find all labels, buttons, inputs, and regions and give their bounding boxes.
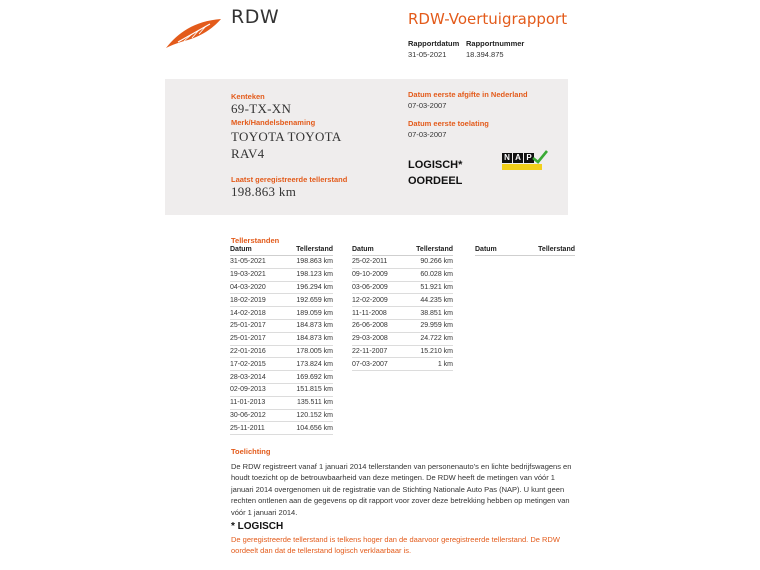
datum-cell: 18-02-2019 xyxy=(230,294,281,307)
panel-corner xyxy=(165,202,205,215)
tellerstand-cell: 38.851 km xyxy=(402,307,453,320)
datum-cell: 04-03-2020 xyxy=(230,281,281,294)
datum-cell: 14-02-2018 xyxy=(230,307,281,320)
rapportnummer-value: 18.394.875 xyxy=(466,50,504,59)
tellerstanden-table-3 xyxy=(475,245,575,256)
table-row xyxy=(230,409,333,422)
col-tellerstand-header: Tellerstand xyxy=(512,245,575,256)
nap-logo xyxy=(502,153,546,171)
datum-cell: 11-11-2008 xyxy=(352,307,402,320)
table-row xyxy=(230,383,333,396)
nap-bar xyxy=(502,164,542,170)
tellerstand-cell: 169.692 km xyxy=(281,371,333,384)
kenteken-label: Kenteken xyxy=(231,92,265,101)
datum-cell: 28-03-2014 xyxy=(230,371,281,384)
tellerstand-cell: 196.294 km xyxy=(281,281,333,294)
datum-cell: 11-01-2013 xyxy=(230,396,281,409)
tellerstand-cell: 1 km xyxy=(402,358,453,371)
table-row xyxy=(230,256,333,269)
table-row xyxy=(352,345,453,358)
table-row xyxy=(230,281,333,294)
tellerstand-cell: 173.824 km xyxy=(281,358,333,371)
afgifte-value: 07-03-2007 xyxy=(408,101,447,110)
datum-cell: 22-11-2007 xyxy=(352,345,402,358)
tellerstand-cell: 135.511 km xyxy=(281,396,333,409)
tellerstanden-title: Tellerstanden xyxy=(231,236,280,245)
tellerstand-cell: 24.722 km xyxy=(402,332,453,345)
tellerstand-cell: 178.005 km xyxy=(281,345,333,358)
datum-cell: 25-02-2011 xyxy=(352,256,402,269)
toelichting-title: Toelichting xyxy=(231,447,271,456)
table-row xyxy=(352,332,453,345)
table-row xyxy=(352,281,453,294)
logisch-note-text: De geregistreerde tellerstand is telkens hoger dan de daarvoor geregistreerde tellerstand. De RDW oordeelt dan dat de tellerstand logisch verklaarbaar is. xyxy=(231,535,560,556)
table-row xyxy=(352,256,453,269)
table-row xyxy=(230,371,333,384)
table-row xyxy=(230,307,333,320)
tellerstand-cell: 198.863 km xyxy=(281,256,333,269)
tellerstand-cell: 151.815 km xyxy=(281,383,333,396)
tellerstand-cell: 60.028 km xyxy=(402,268,453,281)
datum-cell: 19-03-2021 xyxy=(230,268,281,281)
tellerstanden-table-1 xyxy=(230,245,333,435)
table-row xyxy=(230,319,333,332)
datum-cell: 09-10-2009 xyxy=(352,268,402,281)
toelichting-text: De RDW registreert vanaf 1 januari 2014 tellerstanden van personenauto's en lichte bedrijfswagens en houdt toezicht op de betrouwbaarheid van deze metingen. De RDW heeft de metingen van vóór 1 januari 2014 overgenomen uit de registratie van de Stichting Nationale Auto Pas (NAP). U kunt geen rechten ontlenen aan de gegevens op dit rapport voor zover deze betrekking hebben op metingen van vóór 1 januari 2014. xyxy=(231,462,572,517)
rdw-logo-icon xyxy=(164,15,224,51)
nap-letter-p: P xyxy=(524,153,534,163)
table-row xyxy=(230,396,333,409)
oordeel-text xyxy=(408,157,488,189)
table-row xyxy=(230,332,333,345)
merk-value-line1: TOYOTA TOYOTA xyxy=(231,129,342,144)
rapportdatum-label: Rapportdatum xyxy=(408,39,460,48)
oordeel-line2: OORDEEL xyxy=(408,175,463,187)
table-row xyxy=(352,358,453,371)
table-row xyxy=(352,319,453,332)
oordeel-line1: LOGISCH* xyxy=(408,159,463,171)
tellerstand-cell: 51.921 km xyxy=(402,281,453,294)
datum-cell: 03-06-2009 xyxy=(352,281,402,294)
datum-cell: 12-02-2009 xyxy=(352,294,402,307)
tellerstand-cell: 104.656 km xyxy=(281,422,333,435)
datum-cell: 29-03-2008 xyxy=(352,332,402,345)
tellerstand-value: 198.863 km xyxy=(231,184,297,199)
datum-cell: 02-09-2013 xyxy=(230,383,281,396)
datum-cell: 31-05-2021 xyxy=(230,256,281,269)
tellerstand-cell: 29.959 km xyxy=(402,319,453,332)
datum-cell: 22-01-2016 xyxy=(230,345,281,358)
table-row xyxy=(352,268,453,281)
afgifte-label: Datum eerste afgifte in Nederland xyxy=(408,90,528,99)
col-datum-header: Datum xyxy=(352,245,402,256)
tellerstand-cell: 189.059 km xyxy=(281,307,333,320)
tellerstand-cell: 120.152 km xyxy=(281,409,333,422)
nap-letter-n: N xyxy=(502,153,512,163)
datum-cell: 25-01-2017 xyxy=(230,319,281,332)
table-row xyxy=(352,294,453,307)
brand-name: RDW xyxy=(231,6,280,28)
col-tellerstand-header: Tellerstand xyxy=(281,245,333,256)
tellerstand-cell: 15.210 km xyxy=(402,345,453,358)
datum-cell: 25-01-2017 xyxy=(230,332,281,345)
tellerstanden-table-2 xyxy=(352,245,453,371)
nap-letter-a: A xyxy=(513,153,523,163)
tellerstand-cell: 198.123 km xyxy=(281,268,333,281)
tellerstand-cell: 184.873 km xyxy=(281,332,333,345)
rapportdatum-value: 31-05-2021 xyxy=(408,50,447,59)
vehicle-panel xyxy=(165,79,568,215)
kenteken-value: 69-TX-XN xyxy=(231,101,292,116)
datum-cell: 26-06-2008 xyxy=(352,319,402,332)
merk-label: Merk/Handelsbenaming xyxy=(231,118,316,127)
logisch-note-title: * LOGISCH xyxy=(231,521,284,532)
tellerstand-cell: 90.266 km xyxy=(402,256,453,269)
table-row xyxy=(230,422,333,435)
table-row xyxy=(230,294,333,307)
col-datum-header: Datum xyxy=(475,245,512,256)
merk-value-line2: RAV4 xyxy=(231,146,265,161)
checkmark-icon xyxy=(532,150,548,164)
tellerstand-cell: 44.235 km xyxy=(402,294,453,307)
table-row xyxy=(230,358,333,371)
tellerstand-label: Laatst geregistreerde tellerstand xyxy=(231,175,348,184)
table-row xyxy=(352,307,453,320)
tellerstand-cell: 184.873 km xyxy=(281,319,333,332)
report-title: RDW-Voertuigrapport xyxy=(408,10,568,28)
table-row xyxy=(230,268,333,281)
table-row xyxy=(230,345,333,358)
col-tellerstand-header: Tellerstand xyxy=(402,245,453,256)
tellerstand-cell: 192.659 km xyxy=(281,294,333,307)
datum-cell: 07-03-2007 xyxy=(352,358,402,371)
datum-cell: 25-11-2011 xyxy=(230,422,281,435)
datum-cell: 30-06-2012 xyxy=(230,409,281,422)
rapportnummer-label: Rapportnummer xyxy=(466,39,525,48)
datum-cell: 17-02-2015 xyxy=(230,358,281,371)
toelating-value: 07-03-2007 xyxy=(408,130,447,139)
toelating-label: Datum eerste toelating xyxy=(408,119,489,128)
col-datum-header: Datum xyxy=(230,245,281,256)
